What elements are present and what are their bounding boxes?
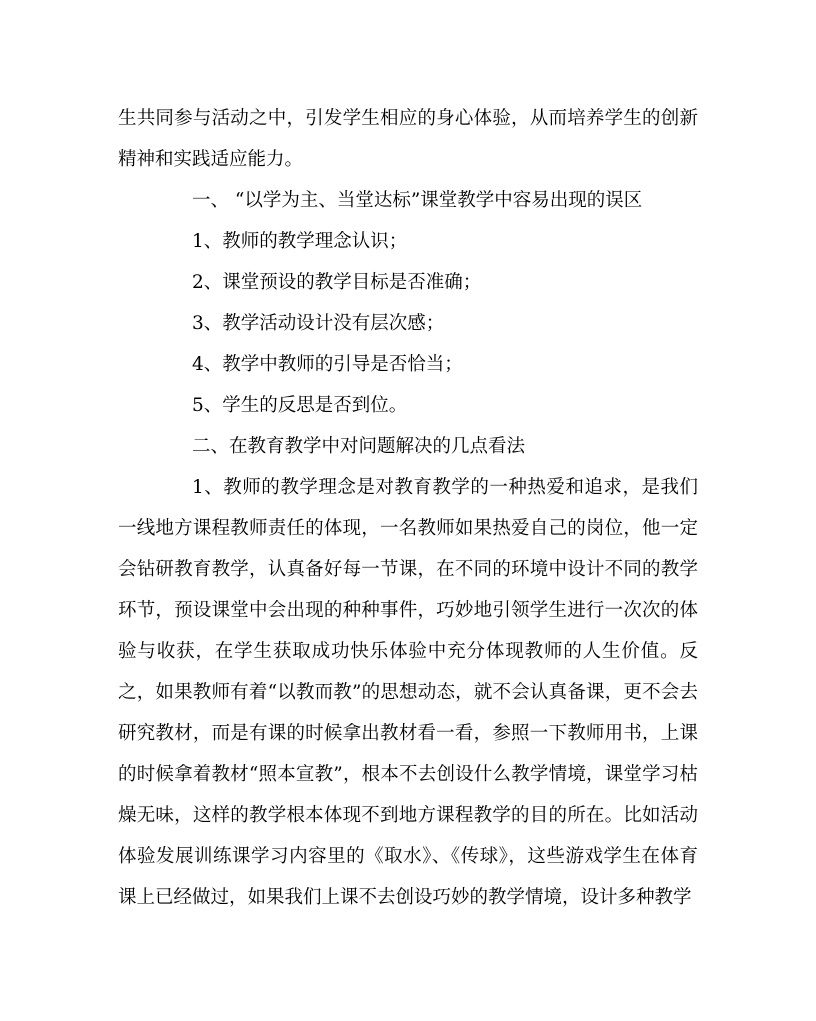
list-item: 5、学生的反思是否到位。 xyxy=(192,395,408,416)
list-item: 4、教学中教师的引导是否恰当； xyxy=(192,354,463,375)
section-heading-1: 一、 “以学为主、当堂达标”课堂教学中容易出现的误区 xyxy=(192,190,643,211)
body-paragraph: 1、教师的教学理念是对教育教学的一种热爱和追求，是我们一线地方课程教师责任的体现，一名教师如果热爱自己的岗位，他一定会钻研教育教学，认真备好每一节课，在不同的环境中设计不同的教学环节，预设课堂中会出现的种种事件，巧妙地引领学生进行一次次的体验与收获，在学生获取成功快乐体验中充分体现教师的人生价值。反之，如果教师有着“以教而教”的思想动态，就不会认真备课，更不会去研究教材，而是有课的时候拿出教材看一看，参照一下教师用书，上课的时候拿着教材“照本宣教”，根本不去创设什么教学情境，课堂学习枯燥无味，这样的教学根本体现不到地方课程教学的目的所在。比如活动体验发展训练课学习内容里的《取水》、《传球》，这些游戏学生在体育课上已经做过，如果我们上课不去创设巧妙的教学情境，设计多种教学 xyxy=(118,477,698,908)
document-body xyxy=(118,98,698,918)
list-item: 2、课堂预设的教学目标是否准确； xyxy=(192,272,482,293)
paragraph-continuation: 生共同参与活动之中，引发学生相应的身心体验，从而培养学生的创新精神和实践适应能力。 xyxy=(118,108,698,170)
list-item: 3、教学活动设计没有层次感； xyxy=(192,313,445,334)
section-heading-2: 二、在教育教学中对问题解决的几点看法 xyxy=(192,436,526,457)
list-item: 1、教师的教学理念认识； xyxy=(192,231,408,252)
